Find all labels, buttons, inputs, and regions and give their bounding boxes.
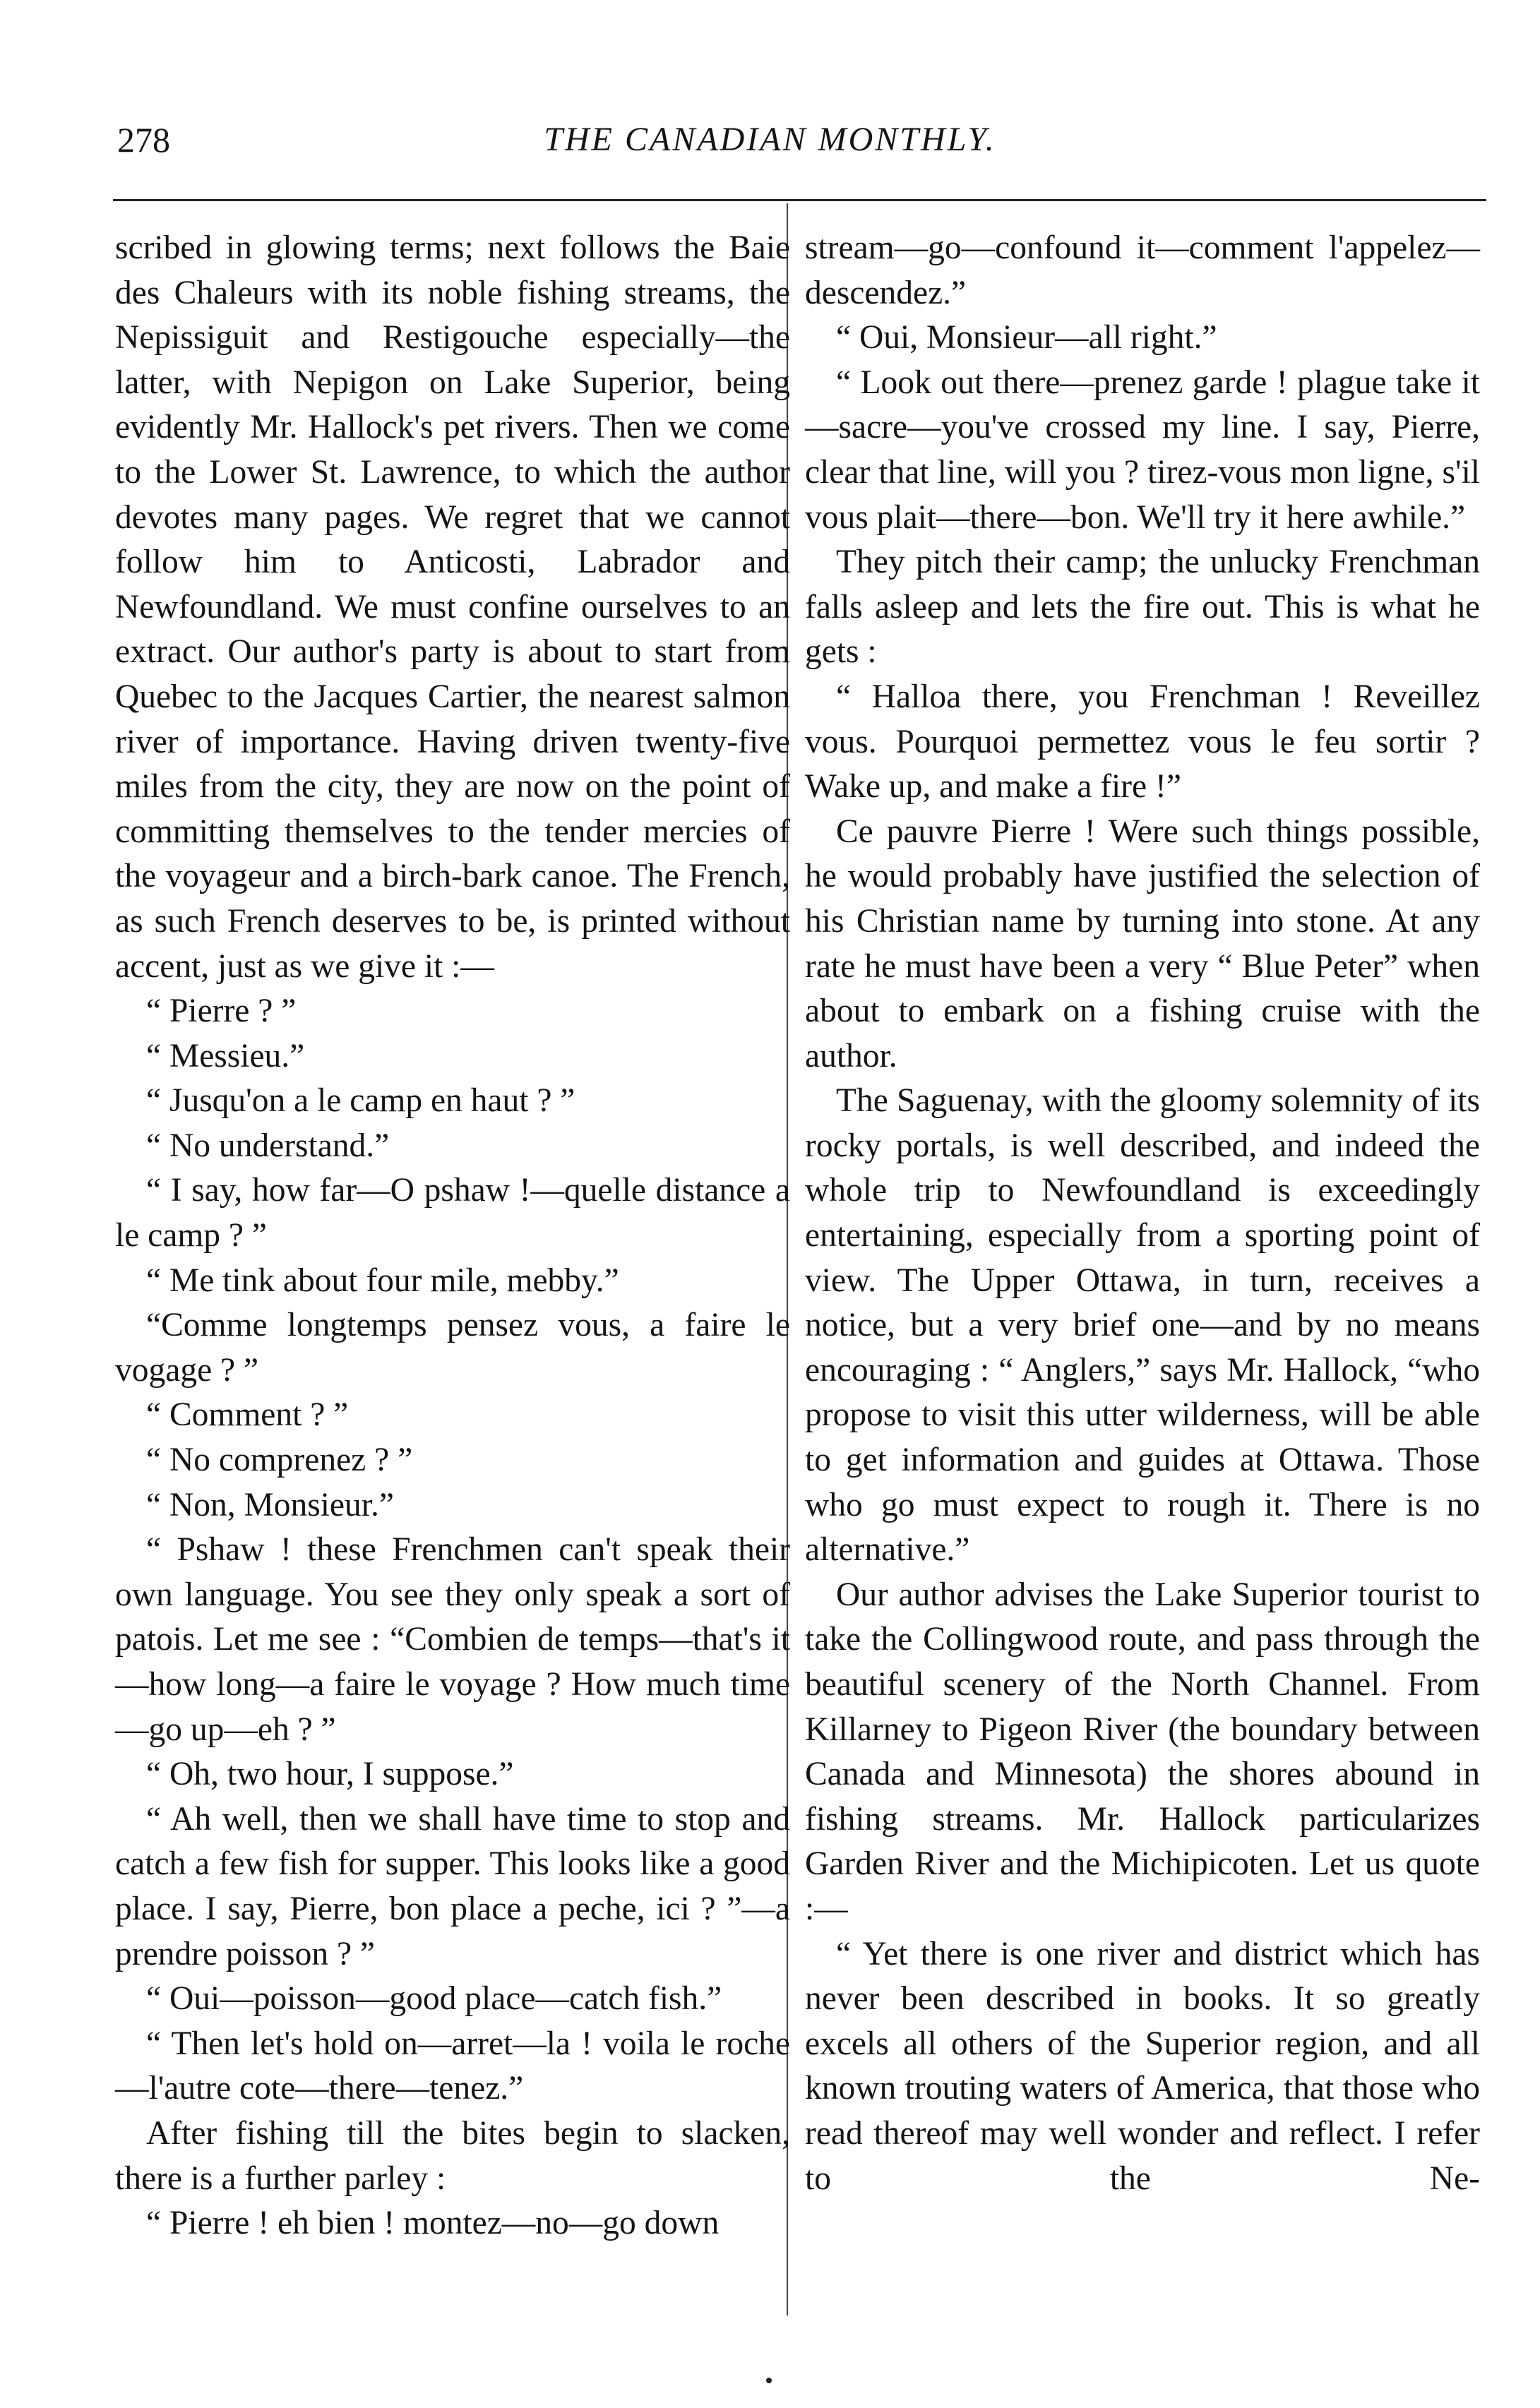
dialogue-line: “ Pierre ? ” <box>146 993 297 1030</box>
dialogue-line: “ Look out there—prenez garde ! plague take it—sacre—you've crossed my line. I say, Pierre, clear that line, will you ? tirez-vous mon ligne, s'il vous plait—there—bon. We'll try it here awhile.” <box>805 364 1480 536</box>
dialogue-line: stream—go—confound it—comment l'appelez—descendez.” <box>805 229 1480 311</box>
paragraph: They pitch their camp; the unlucky Frenchman falls asleep and lets the fire out. This is what he gets : <box>805 544 1480 671</box>
right-column <box>805 226 1480 2201</box>
paragraph: “ Yet there is one river and district which has never been described in books. It so greatly excels all others of the Superior region, and all known trouting waters of America, that those who read thereof may well wonder and reflect. I refer to the Ne- <box>805 1935 1480 2197</box>
dialogue-line: “ Comment ? ” <box>146 1396 349 1434</box>
dialogue-line: “ I say, how far—O pshaw !—quelle distance a le camp ? ” <box>115 1172 790 1254</box>
dialogue-line: “ Halloa there, you Frenchman ! Reveillez vous. Pourquoi permettez vous le feu sortir ? Wake up, and make a fire !” <box>805 678 1480 805</box>
header-rule <box>113 199 1486 201</box>
dialogue-line: “ Messieu.” <box>146 1037 305 1074</box>
page-header <box>0 119 1540 161</box>
dialogue-line: “ Then let's hold on—arret—la ! voila le roche—l'autre cote—there—tenez.” <box>115 2025 790 2107</box>
dialogue-line: “ Pierre ! eh bien ! montez—no—go down <box>146 2205 720 2242</box>
dialogue-line: “Comme longtemps pensez vous, a faire le vogage ? ” <box>115 1307 790 1389</box>
dialogue-line: “ Oui—poisson—good place—catch fish.” <box>146 1980 722 2018</box>
dialogue-line: “ Pshaw ! these Frenchmen can't speak their own language. You see they only speak a sort of patois. Let me see : “Combien de temps—that's it—how long—a faire le voyage ? How much time—go up—eh ? ” <box>115 1531 790 1748</box>
printer-mark <box>766 2378 772 2383</box>
paragraph: After fishing till the bites begin to slacken, there is a further parley : <box>115 2114 790 2197</box>
dialogue-line: “ Me tink about four mile, mebby.” <box>146 1262 619 1299</box>
paragraph: scribed in glowing terms; next follows the Baie des Chaleurs with its noble fishing streams, the Nepissiguit and Restigouche especially—the latter, with Nepigon on Lake Superior, being evidently Mr. Hallock's pet rivers. Then we come to the Lower St. Lawrence, to which the author devotes many pages. We regret that we cannot follow him to Anticosti, Labrador and Newfoundland. We must confine ourselves to an extract. Our author's party is about to start from Quebec to the Jacques Cartier, the nearest salmon river of importance. Having driven twenty-five miles from the city, they are now on the point of committing themselves to the tender mercies of the voyageur and a birch-bark canoe. The French, as such French deserves to be, is printed without accent, just as we give it :— <box>115 229 790 985</box>
paragraph: The Saguenay, with the gloomy solemnity of its rocky portals, is well described, and indeed the whole trip to Newfoundland is exceedingly entertaining, especially from a sporting point of view. The Upper Ottawa, in turn, receives a notice, but a very brief one—and by no means encouraging : “ Anglers,” says Mr. Hallock, “who propose to visit this utter wilderness, will be able to get information and guides at Ottawa. Those who go must expect to rough it. There is no alternative.” <box>805 1082 1480 1569</box>
page-number: 278 <box>117 120 170 160</box>
dialogue-line: “ Ah well, then we shall have time to stop and catch a few fish for supper. This looks like a good place. I say, Pierre, bon place a peche, ici ? ”—a prendre poisson ? ” <box>115 1800 790 1972</box>
paragraph: Our author advises the Lake Superior tourist to take the Collingwood route, and pass through the beautiful scenery of the North Channel. From Killarney to Pigeon River (the boundary between Canada and Minnesota) the shores abound in fishing streams. Mr. Hallock particularizes Garden River and the Michipicoten. Let us quote :— <box>805 1576 1480 1927</box>
left-column <box>115 226 790 2246</box>
running-title: THE CANADIAN MONTHLY. <box>544 121 996 158</box>
dialogue-line: “ Oh, two hour, I suppose.” <box>146 1756 514 1793</box>
dialogue-line: “ No comprenez ? ” <box>146 1442 413 1479</box>
paragraph: Ce pauvre Pierre ! Were such things possible, he would probably have justified the selection of his Christian name by turning into stone. At any rate he must have been a very “ Blue Peter” when about to embark on a fishing cruise with the author. <box>805 813 1480 1074</box>
dialogue-line: “ Oui, Monsieur—all right.” <box>836 319 1217 357</box>
dialogue-line: “ Jusqu'on a le camp en haut ? ” <box>146 1082 575 1120</box>
dialogue-line: “ No understand.” <box>146 1127 390 1164</box>
dialogue-line: “ Non, Monsieur.” <box>146 1486 394 1523</box>
